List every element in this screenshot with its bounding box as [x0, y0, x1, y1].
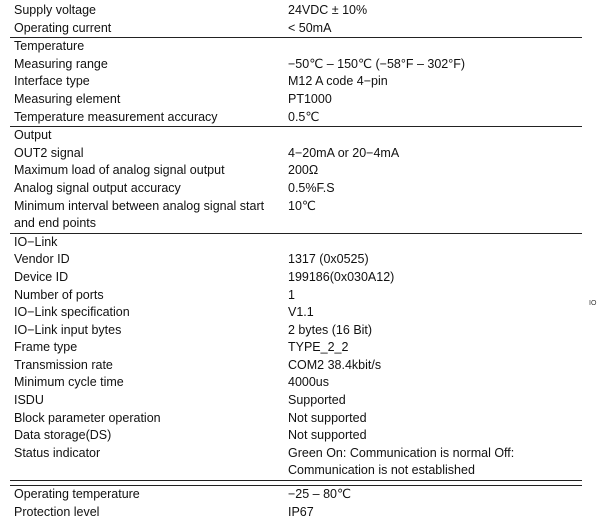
spec-row-out2-signal — [10, 145, 582, 163]
spec-value: Not supported — [288, 410, 367, 425]
spec-label: Analog signal output accuracy — [14, 180, 181, 195]
spec-row-status-indicator — [10, 445, 582, 481]
section-heading-spacer — [284, 127, 582, 145]
section-heading-spacer — [284, 38, 582, 56]
spec-value: −50℃ – 150℃ (−58°F – 302°F) — [288, 56, 466, 71]
spec-value: TYPE_2_2 — [288, 340, 349, 355]
spec-value: COM2 38.4kbit/s — [288, 357, 382, 372]
spec-value: 2 bytes (16 Bit) — [288, 322, 373, 337]
spec-row-io-link-specification — [10, 304, 582, 322]
spec-label: Minimum cycle time — [14, 375, 124, 390]
spec-value: Green On: Communication is normal Off: Communication is not established — [284, 445, 582, 481]
spec-value: −25 – 80℃ — [284, 486, 582, 504]
spec-value: 199186(0x030A12) — [288, 269, 395, 284]
spec-label: ISDU — [14, 393, 44, 408]
spec-value: < 50mA — [288, 20, 332, 35]
specification-table — [10, 2, 582, 521]
spec-value: 0.5℃ — [288, 109, 320, 124]
spec-value: 4−20mA or 20−4mA — [288, 145, 400, 160]
section-heading-output — [10, 127, 582, 145]
spec-label: Vendor ID — [14, 252, 70, 267]
spec-label: OUT2 signal — [14, 145, 84, 160]
spec-row-block-parameter — [10, 410, 582, 428]
spec-label: Measuring element — [14, 91, 121, 106]
spec-label: Status indicator — [10, 445, 284, 481]
spec-row-min-analog-interval — [10, 198, 582, 234]
spec-row-protection-level — [10, 504, 582, 522]
spec-label: Minimum interval between analog signal start and end points — [14, 198, 265, 231]
spec-value: 0.5%F.S — [288, 180, 335, 195]
spec-row-operating-temperature — [10, 486, 582, 504]
spec-value: 4000us — [288, 375, 330, 390]
spec-value: 24VDC ± 10% — [288, 3, 368, 17]
spec-row-interface-type — [10, 73, 582, 91]
spec-value: V1.1 — [288, 305, 314, 320]
section-heading-temperature — [10, 38, 582, 56]
spec-value: 1317 (0x0525) — [288, 252, 369, 267]
section-heading: Output — [10, 127, 284, 145]
spec-label: Data storage(DS) — [14, 428, 112, 443]
section-heading: IO−Link — [10, 233, 284, 251]
spec-row-measuring-element — [10, 91, 582, 109]
spec-table-body — [10, 2, 582, 521]
spec-row-number-of-ports — [10, 287, 582, 305]
spec-row-temperature-accuracy — [10, 109, 582, 127]
spec-value: PT1000 — [288, 91, 332, 106]
spec-row-analog-accuracy — [10, 180, 582, 198]
spec-value: 1 — [288, 287, 295, 302]
spec-row-min-cycle-time — [10, 374, 582, 392]
spec-label: IO−Link specification — [14, 305, 130, 320]
spec-row-vendor-id — [10, 251, 582, 269]
spec-value: M12 A code 4−pin — [288, 74, 388, 89]
spec-row-isdu — [10, 392, 582, 410]
spec-value: IP67 — [288, 504, 314, 519]
spec-row-transmission-rate — [10, 357, 582, 375]
spec-label: Maximum load of analog signal output — [14, 163, 225, 178]
spec-row-max-analog-load — [10, 162, 582, 180]
spec-value: Supported — [288, 393, 346, 408]
spec-label: Protection level — [14, 504, 100, 519]
spec-label: Temperature measurement accuracy — [14, 109, 218, 124]
section-heading-io-link — [10, 233, 582, 251]
spec-label: Number of ports — [14, 287, 104, 302]
spec-label: Transmission rate — [14, 357, 113, 372]
side-margin-text: IO — [589, 300, 597, 307]
spec-label: Interface type — [14, 74, 90, 89]
spec-label: IO−Link input bytes — [14, 322, 122, 337]
section-heading-spacer — [284, 233, 582, 251]
spec-row-measuring-range — [10, 56, 582, 74]
section-heading: Temperature — [10, 38, 284, 56]
spec-value: 200Ω — [288, 163, 319, 178]
spec-value: Not supported — [288, 428, 367, 443]
spec-row-device-id — [10, 269, 582, 287]
spec-label: Frame type — [14, 340, 78, 355]
spec-label: Supply voltage — [14, 3, 97, 17]
spec-row-operating-current — [10, 20, 582, 38]
spec-label: Operating current — [14, 20, 112, 35]
spec-label: Device ID — [14, 269, 69, 284]
spec-label: Operating temperature — [10, 486, 284, 504]
spec-row-io-link-input-bytes — [10, 322, 582, 340]
spec-row-frame-type — [10, 339, 582, 357]
spec-row-data-storage — [10, 427, 582, 445]
spec-row-supply-voltage — [10, 2, 582, 20]
spec-value: 10℃ — [288, 198, 316, 213]
spec-label: Block parameter operation — [14, 410, 161, 425]
spec-label: Measuring range — [14, 56, 108, 71]
